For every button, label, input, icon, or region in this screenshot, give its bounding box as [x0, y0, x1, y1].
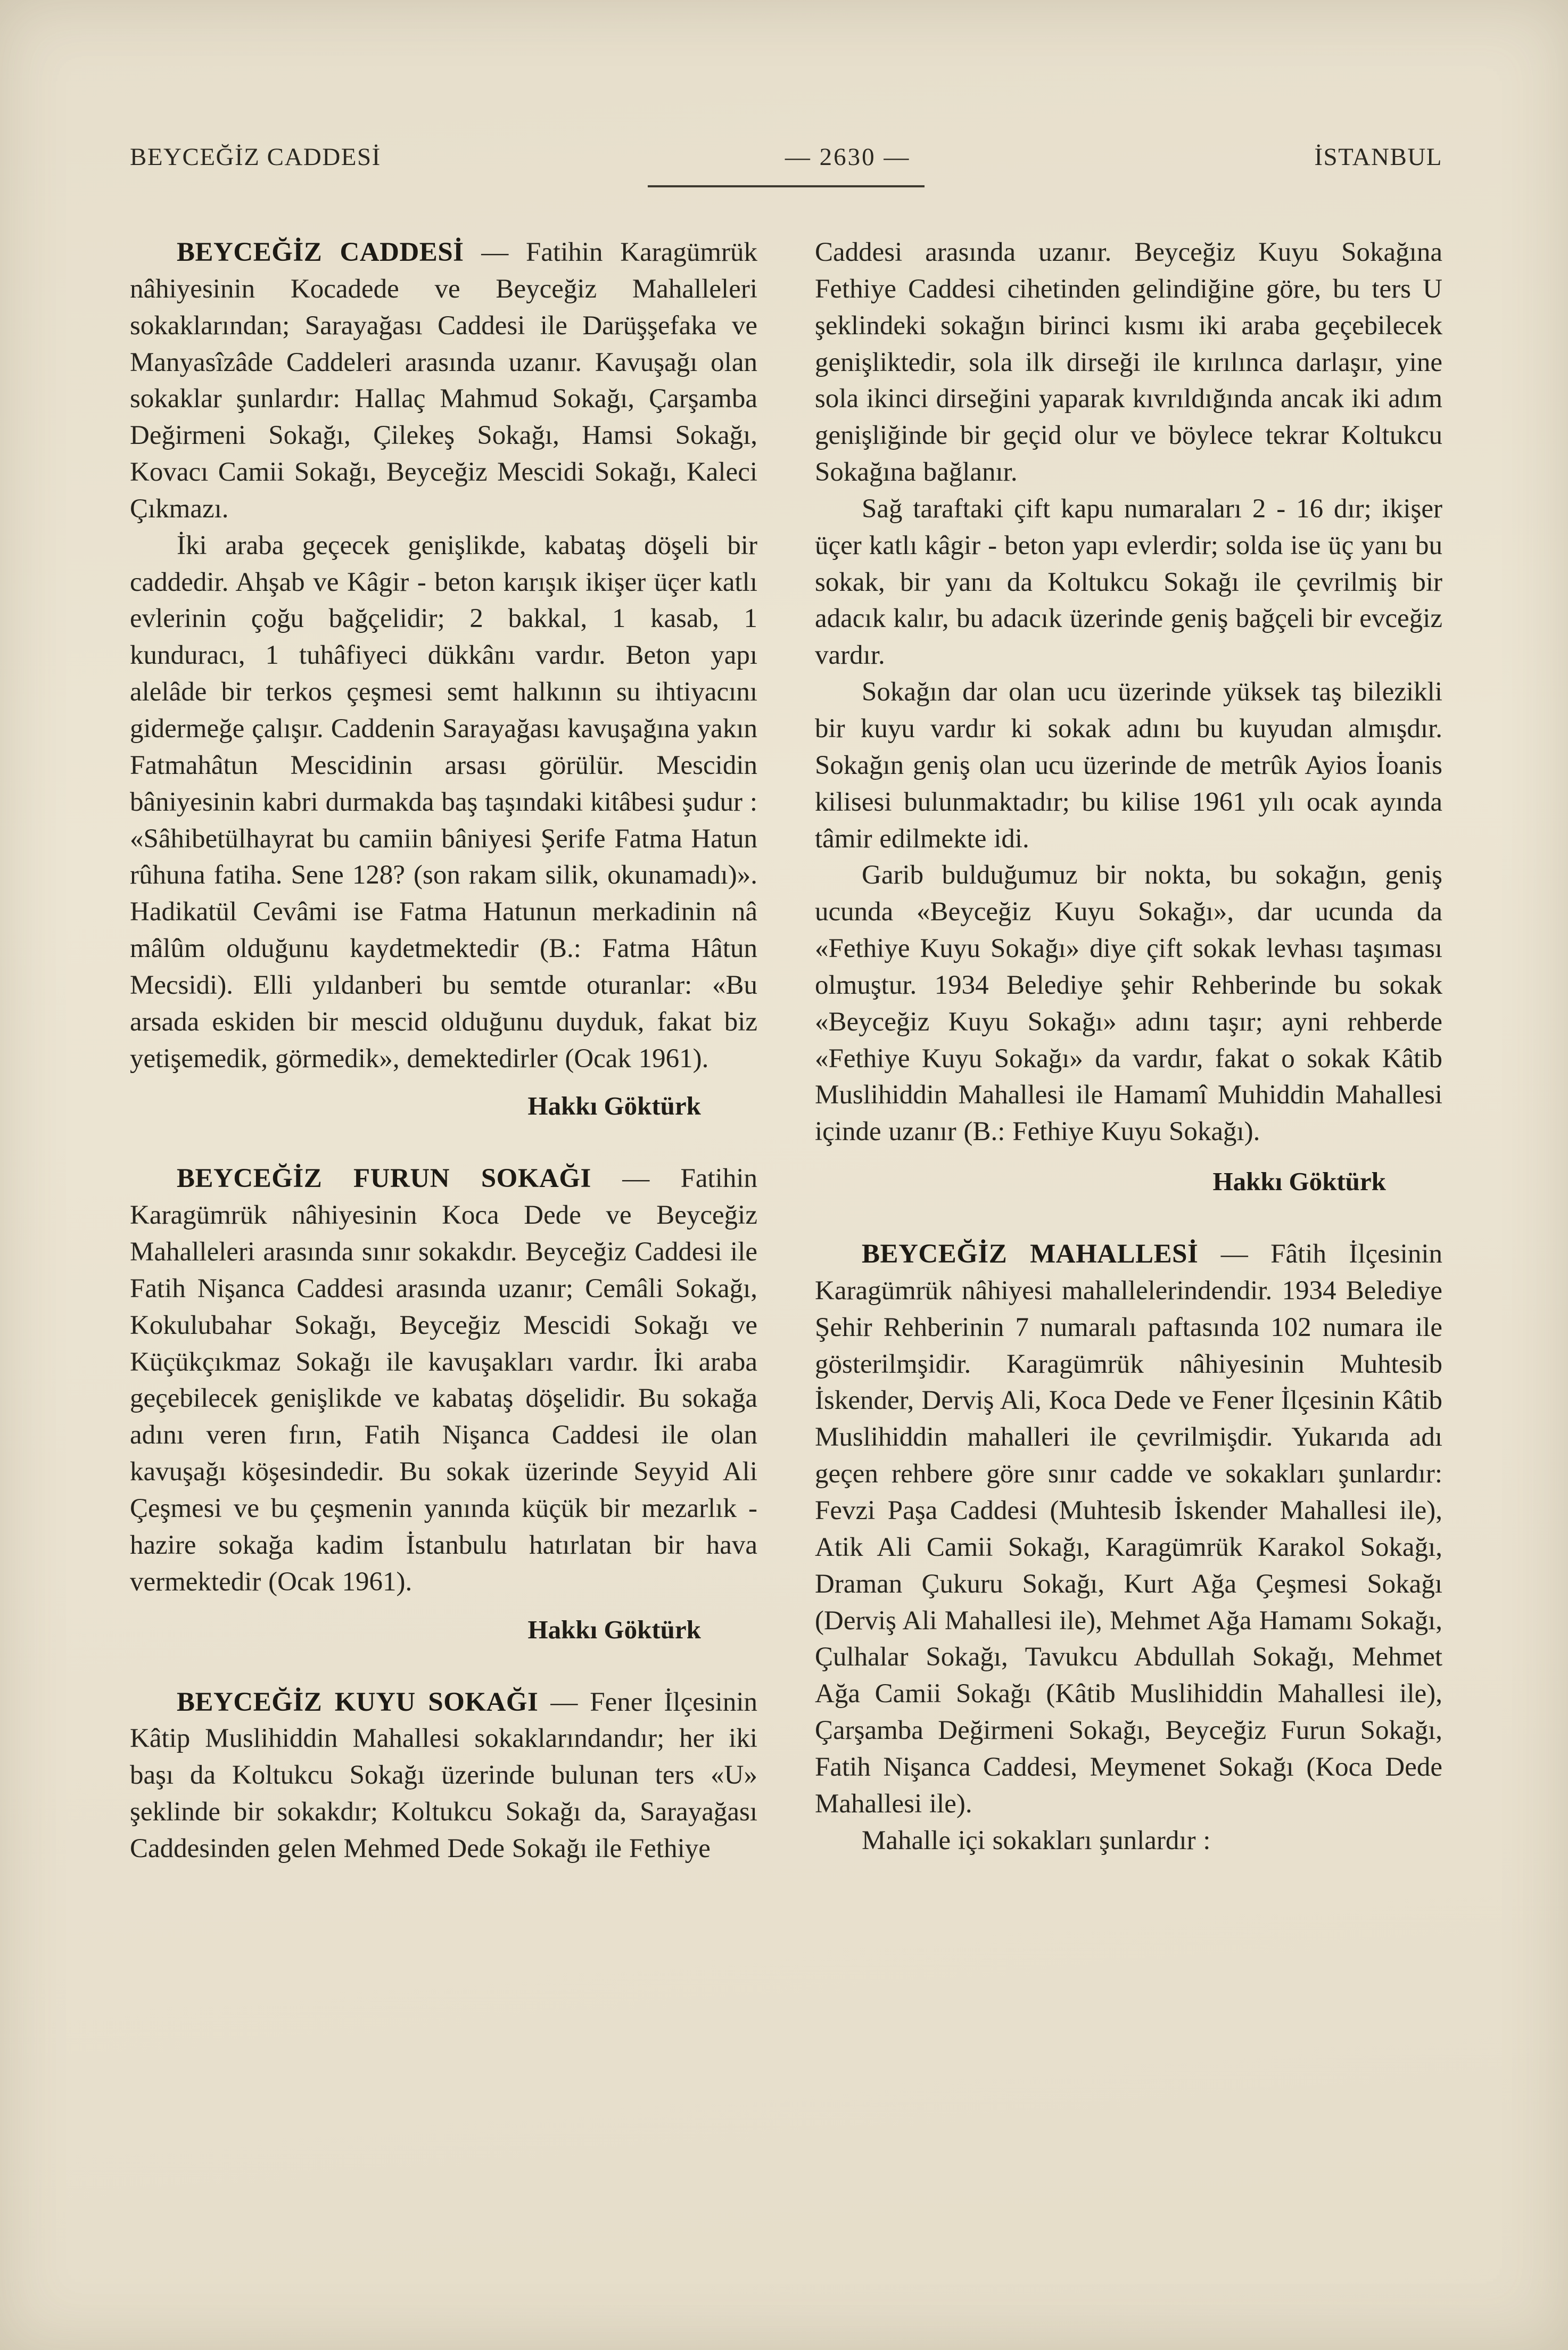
author-signature: Hakkı Göktürk	[527, 1614, 701, 1644]
article-title: BEYCEĞİZ MAHALLESİ	[862, 1239, 1199, 1269]
article-title: BEYCEĞİZ KUYU SOKAĞI	[177, 1687, 539, 1717]
paragraph: Garib bulduğumuz bir nokta, bu sokağın, geniş ucunda «Beyceğiz Kuyu Sokağı», dar ucunda da «Fethiye Kuyu Sokağı» diye çift sokak levhası taşıması olmuştur. 1934 Belediye şehir Rehberinde bu sokak «Beyceğiz Kuyu Sokağı» adını taşır; ayni rehberde «Fethiye Kuyu Sokağı» da vardır, fakat o sokak Kâtib Muslihiddin Mahallesi ile Hamamî Muhiddin Mahallesi içinde uzanır (B.: Fethiye Kuyu Sokağı).	[815, 860, 1442, 1147]
paragraph: Sokağın dar olan ucu üzerinde yüksek taş bilezikli bir kuyu vardır ki sokak adını bu kuyudan almışdır. Sokağın geniş olan ucu üzerinde de metrûk Ayios İoanis kilisesi bulunmaktadır; bu kilise 1961 yılı ocak ayında tâmir edilmekte idi.	[815, 677, 1442, 854]
paragraph-text: — Fatihin Karagümrük nâhiyesinin Kocadede ve Beyceğiz Mahalleleri sokaklarından; Sarayağası Caddesi ile Darüşşefaka ve Manyasîzâde Caddeleri arasında uzanır. Kavuşağı olan sokaklar şunlardır: Hallaç Mahmud Sokağı, Çarşamba Değirmeni Sokağı, Çilekeş Sokağı, Hamsi Sokağı, Kovacı Camii Sokağı, Beyceğiz Mescidi Sokağı, Kaleci Çıkmazı.	[130, 237, 758, 524]
page-number: — 2630 —	[785, 143, 911, 171]
paragraph: Sağ taraftaki çift kapu numaraları 2 - 16 dır; ikişer üçer katlı kâgir - beton yapı evlerdir; solda ise üç yanı bu sokak, bir yanı da Koltukcu Sokağı ile çevrilmiş bir adacık kalır, bu adacık üzerinde geniş bağçeli bir evceğiz vardır.	[815, 493, 1442, 671]
paragraph-text: — Fâtih İlçesinin Karagümrük nâhiyesi mahallelerindendir. 1934 Belediye Şehir Rehberinin 7 numaralı paftasında 102 numara ile gösterilmşidir. Karagümrük nâhiyesinin Muhtesib İskender, Derviş Ali, Koca Dede ve Fener İlçesinin Kâtib Muslihiddin mahalleri ile çevrilmişdir. Yukarıda adı geçen rehbere göre sınır cadde ve sokakları şunlardır: Fevzi Paşa Caddesi (Muhtesib İskender Mahallesi ile), Atik Ali Camii Sokağı, Karagümrük Karakol Sokağı, Draman Çukuru Sokağı, Kurt Ağa Çeşmesi Sokağı (Derviş Ali Mahallesi ile), Mehmet Ağa Hamamı Sokağı, Çulhalar Sokağı, Tavukcu Abdullah Sokağı, Mehmet Ağa Camii Sokağı (Kâtib Muslihiddin Mahallesi ile), Çarşamba Değirmeni Sokağı, Beyceğiz Furun Sokağı, Fatih Nişanca Caddesi, Meymenet Sokağı (Koca Dede Mahallesi ile).	[815, 1239, 1442, 1819]
left-column	[130, 234, 757, 1867]
continued-paragraph: Caddesi arasında uzanır. Beyceğiz Kuyu Sokağına Fethiye Caddesi cihetinden gelindiğine göre, bu ters U şeklindeki sokağın birinci kısmı iki araba geçebilecek genişliktedir, sola ilk dirseği ile kırılınca darlaşır, yine sola ikinci dirseğini yaparak kıvrıldığında ancak iki adım genişliğinde bir geçid olur ve böylece tekrar Koltukcu Sokağına bağlanır.	[815, 237, 1442, 488]
right-column	[815, 234, 1442, 1867]
text-columns	[130, 234, 1442, 1867]
article-beycegiz-mahallesi	[815, 1236, 1442, 1859]
paragraph-text: — Fatihin Karagümrük nâhiyesinin Koca Dede ve Beyceğiz Mahalleleri arasında sınır sokakdır. Beyceğiz Caddesi ile Fatih Nişanca Caddesi arasında uzanır; Cemâli Sokağı, Kokulubahar Sokağı, Beyceğiz Mescidi Sokağı ve Küçükçıkmaz Sokağı ile kavuşakları vardır. İki araba geçebilecek genişlikde ve kabataş döşelidir. Bu sokağa adını veren fırın, Fatih Nişanca Caddesi ile olan kavuşağı köşesindedir. Bu sokak üzerinde Seyyid Ali Çeşmesi ve bu çeşmenin yanında küçük bir mezarlık - hazire sokağa kadim İstanbulu hatırlatan bir hava vermektedir (Ocak 1961).	[130, 1164, 757, 1597]
article-lead-paragraph	[130, 234, 757, 527]
article-lead-paragraph	[130, 1684, 757, 1867]
page-header	[130, 143, 1442, 171]
running-title-right: İSTANBUL	[1314, 143, 1442, 171]
author-signature: Hakkı Göktürk	[527, 1091, 701, 1121]
paragraph: İki araba geçecek genişlikde, kabataş döşeli bir caddedir. Ahşab ve Kâgir - beton karışık ikişer üçer katlı evlerinin çoğu bağçelidir; 2 bakkal, 1 kasab, 1 kunduracı, 1 tuhâfiyeci dükkânı vardır. Beton yapı alelâde bir terkos çeşmesi semt halkının su ihtiyacını gidermeğe çalışır. Caddenin Sarayağası kavuşağına yakın Fatmahâtun Mescidinin arsası görülür. Mescidin bâniyesinin kabri durmakda baş taşındaki kitâbesi şudur : «Sâhibetülhayrat bu camiin bâniyesi Şerife Fatma Hatun rûhuna fatiha. Sene 128? (son rakam silik, okunamadı)». Hadikatül Cevâmi ise Fatma Hatunun merkadinin nâ mâlûm olduğunu kaydetmektedir (B.: Fatma Hâtun Mecsidi). Elli yıldanberi bu semtde oturanlar: «Bu arsada eskiden bir mescid olduğunu duyduk, fakat biz yetişemedik, görmedik», demektedirler (Ocak 1961).	[130, 530, 757, 1074]
article-beycegiz-caddesi	[130, 234, 757, 1121]
article-title: BEYCEĞİZ FURUN SOKAĞI	[177, 1164, 591, 1194]
header-rule	[648, 185, 925, 187]
article-lead-paragraph	[815, 1236, 1442, 1823]
article-beycegiz-kuyu-sokagi-start	[130, 1684, 757, 1867]
paragraph: Mahalle içi sokakları şunlardır :	[862, 1825, 1211, 1856]
running-title-left: BEYCEĞİZ CADDESİ	[130, 143, 381, 171]
article-lead-paragraph	[130, 1160, 757, 1600]
paragraph-text: — Fener İlçesinin Kâtip Muslihiddin Mahallesi sokaklarındandır; her iki başı da Koltukcu Sokağı üzerinde bulunan ters «U» şeklinde bir sokakdır; Koltukcu Sokağı da, Sarayağası Caddesinden gelen Mehmed Dede Sokağı ile Fethiye	[130, 1687, 757, 1863]
article-title: BEYCEĞİZ CADDESİ	[177, 237, 464, 267]
article-beycegiz-kuyu-sokagi-continuation	[815, 234, 1442, 1197]
author-signature: Hakkı Göktürk	[1212, 1167, 1386, 1197]
article-beycegiz-furun-sokagi	[130, 1160, 757, 1644]
